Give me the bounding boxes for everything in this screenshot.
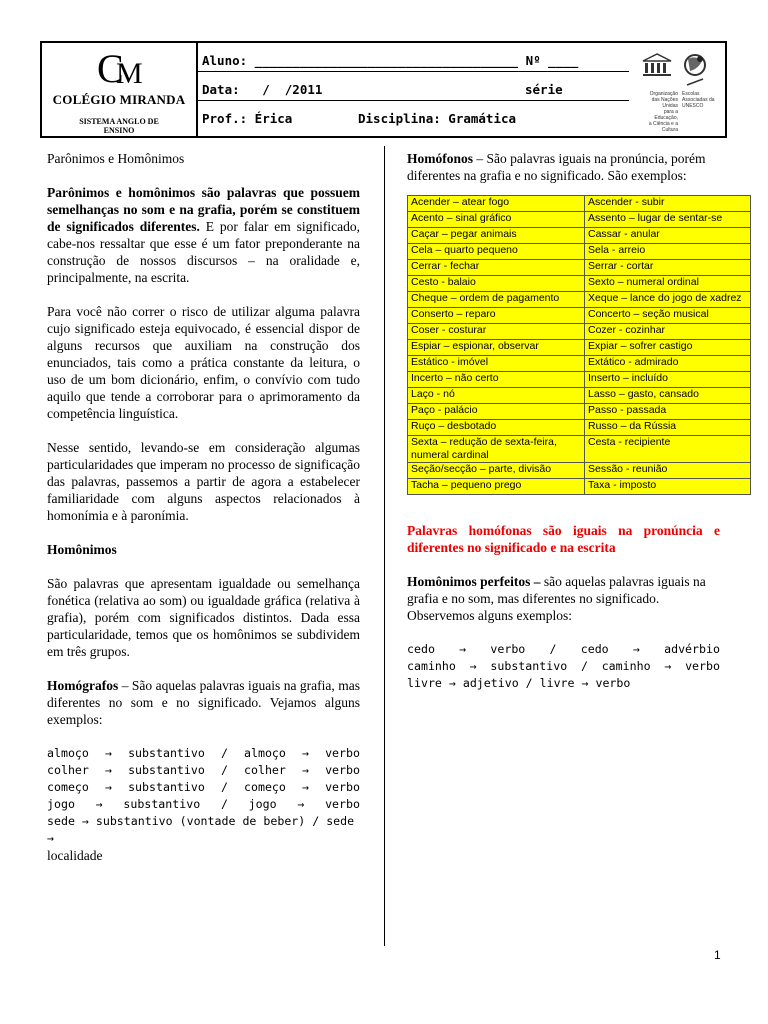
homofonas-note: Palavras homófonas são iguais na pronúncia e diferentes no significado e na escrita (407, 523, 720, 555)
homofonos-text: – São palavras iguais na pronúncia, porém diferentes na grafia e no significado. São exemplos: (407, 151, 706, 183)
example-separator: / (220, 746, 228, 760)
table-cell-word: Acender – atear fogo (408, 196, 585, 212)
table-row (408, 244, 751, 260)
arrow-icon: → (632, 642, 640, 656)
table-row (408, 212, 751, 228)
disciplina-field: Disciplina: Gramática (358, 111, 517, 126)
table-row (408, 340, 751, 356)
table-cell-word: Sexta – redução de sexta-feira, numeral cardinal (408, 436, 585, 463)
table-cell-word: Cheque – ordem de pagamento (408, 292, 585, 308)
example-class: verbo (325, 780, 360, 794)
example-class: substantivo (128, 763, 205, 777)
arrow-icon: → (664, 659, 672, 673)
student-info-cell (198, 43, 630, 136)
table-cell-word: Caçar – pegar animais (408, 228, 585, 244)
unesco-text-line: a Ciência e a Cultura (648, 121, 678, 133)
homografos-text: – São aquelas palavras iguais na grafia, mas diferentes no som e no significado. Vejamos alguns exemplos: (47, 678, 360, 727)
example-livre-line: livre → adjetivo / livre → verbo (407, 676, 631, 690)
table-cell-homophone: Assento – lugar de sentar-se (585, 212, 751, 228)
left-column (47, 150, 360, 864)
table-row (408, 260, 751, 276)
homonimos-heading (47, 541, 360, 558)
right-column (407, 150, 742, 692)
associated-schools-logo-icon (682, 51, 708, 91)
table-cell-homophone: Sessão - reunião (585, 463, 751, 479)
table-cell-homophone: Sela - arreio (585, 244, 751, 260)
school-logo (42, 46, 196, 91)
arrow-icon: → (469, 659, 477, 673)
unesco-text-line: das Nações Unidas (651, 97, 678, 109)
arrow-icon: → (302, 746, 309, 760)
example-class: substantivo (490, 659, 568, 673)
table-cell-word: Espiar – espionar, observar (408, 340, 585, 356)
table-cell-homophone: Lasso – gasto, cansado (585, 388, 751, 404)
paragraph-4: São palavras que apresentam igualdade ou semelhança fonética (relativa ao som) ou igualdade gráfica (relativa à grafia), porém com significados distintos. Dada essa particularidade, temos que os homônimos se subdividem em três grupos. (47, 576, 360, 659)
table-cell-word: Incerto – não certo (408, 372, 585, 388)
unesco-text-line: Organização (649, 91, 678, 97)
table-cell-homophone: Cozer - cozinhar (585, 324, 751, 340)
table-cell-homophone: Xeque – lance do jogo de xadrez (585, 292, 751, 308)
prof-row (198, 101, 629, 129)
example-row (407, 658, 720, 675)
table-cell-word: Tacha – pequeno prego (408, 479, 585, 495)
arrow-icon: → (302, 763, 309, 777)
table-cell-homophone: Cesta - recipiente (585, 436, 751, 463)
table-cell-homophone: Taxa - imposto (585, 479, 751, 495)
arrow-icon: → (297, 797, 305, 811)
homonimos-heading-text: Homônimos (47, 542, 117, 557)
table-cell-homophone: Ascender - subir (585, 196, 751, 212)
example-row (47, 762, 360, 779)
table-cell-homophone: Passo - passada (585, 404, 751, 420)
example-word: colher (244, 763, 286, 777)
table-cell-homophone: Extático - admirado (585, 356, 751, 372)
serie-field[interactable]: série (525, 82, 563, 97)
example-word: caminho (407, 659, 456, 673)
paragraph-2: Para você não correr o risco de utilizar alguma palavra cujo significado esteja equivocado, é essencial dispor de alguns recursos que auxiliam na construção dos enunciados, tais como a prática constante da leitura, o uso de um bom dicionário, enfim, o convívio com tudo aquilo que tende a corroborar para o aprimoramento da competência linguística. (47, 304, 360, 421)
homografos-paragraph (47, 677, 360, 728)
aluno-row (198, 43, 629, 72)
perfeitos-examples (407, 641, 720, 692)
example-class: substantivo (123, 797, 201, 811)
example-word: jogo (248, 797, 277, 811)
example-class: substantivo (128, 746, 205, 760)
unesco-text (640, 91, 678, 133)
page-title: Parônimos e Homônimos (47, 151, 185, 166)
schools-text (682, 91, 716, 109)
table-cell-homophone: Sexto – numeral ordinal (585, 276, 751, 292)
column-divider (384, 146, 385, 946)
table-cell-word: Paço - palácio (408, 404, 585, 420)
example-class: advérbio (664, 642, 720, 656)
example-class: verbo (490, 642, 526, 656)
table-cell-word: Estático - imóvel (408, 356, 585, 372)
page-number: 1 (714, 948, 721, 962)
unesco-logo-icon (642, 53, 672, 77)
system-name (42, 117, 196, 135)
table-row (408, 388, 751, 404)
table-row (408, 228, 751, 244)
system-line-1: SISTEMA ANGLO DE (79, 117, 159, 126)
table-cell-word: Ruço – desbotado (408, 420, 585, 436)
arrow-icon: → (302, 780, 309, 794)
table-row (408, 436, 751, 463)
perfeitos-heading: Homônimos perfeitos – (407, 574, 541, 589)
table-row (408, 308, 751, 324)
table-cell-homophone: Serrar - cortar (585, 260, 751, 276)
intro-rest: E por falar em significado, cabe-nos ressaltar que esse é um fator preponderante na construção de nossos discursos – na oralidade e, principalmente, na escrita. (47, 219, 360, 285)
example-separator: / (220, 780, 228, 794)
example-separator: / (220, 797, 228, 811)
example-word: colher (47, 763, 89, 777)
example-word: cedo (580, 642, 609, 656)
example-class: verbo (685, 659, 720, 673)
example-class: substantivo (128, 780, 205, 794)
table-cell-homophone: Concerto – seção musical (585, 308, 751, 324)
arrow-icon: → (459, 642, 467, 656)
example-row (47, 796, 360, 813)
table-row (408, 196, 751, 212)
table-cell-word: Conserto – reparo (408, 308, 585, 324)
table-cell-word: Cela – quarto pequeno (408, 244, 585, 260)
system-line-2: ENSINO (103, 126, 135, 135)
homofonos-paragraph (407, 150, 720, 184)
example-class: verbo (325, 746, 360, 760)
table-row (408, 404, 751, 420)
table-cell-word: Cerrar - fechar (408, 260, 585, 276)
prof-field: Prof.: Érica (202, 111, 293, 126)
example-separator: / (549, 642, 557, 656)
schools-text-line: Associadas da (682, 97, 715, 103)
perfeitos-paragraph (407, 573, 720, 624)
table-row (408, 276, 751, 292)
table-row (408, 356, 751, 372)
unesco-text-line: para a Educação, (654, 109, 678, 121)
arrow-icon: → (104, 746, 112, 760)
example-sede-line-2: localidade (47, 848, 103, 863)
example-row (407, 641, 720, 658)
table-cell-word: Seção/secção – parte, divisão (408, 463, 585, 479)
homofonos-table (407, 195, 751, 495)
data-field[interactable]: Data: / /2011 (202, 82, 323, 97)
table-cell-word: Cesto - balaio (408, 276, 585, 292)
homografos-examples (47, 745, 360, 864)
homofonos-heading: Homófonos (407, 151, 474, 166)
school-logo-cell (42, 43, 198, 136)
intro-paragraph (47, 184, 360, 286)
school-name: COLÉGIO MIRANDA (52, 92, 186, 107)
perfeitos-text: são aquelas palavras iguais na grafia e no som, mas diferentes no significado. Observemos alguns exemplos: (407, 574, 706, 623)
example-class: verbo (325, 763, 360, 777)
intro-bold: Parônimos e homônimos são palavras que possuem semelhanças no som e na grafia, porém se constituem de significados diferentes. (47, 185, 360, 234)
table-cell-homophone: Expiar – sofrer castigo (585, 340, 751, 356)
table-cell-homophone: Cassar - anular (585, 228, 751, 244)
table-cell-word: Acento – sinal gráfico (408, 212, 585, 228)
example-word: começo (47, 780, 89, 794)
logo-letter-m: M (116, 57, 143, 90)
arrow-icon: → (104, 763, 112, 777)
table-cell-homophone: Russo – da Rússia (585, 420, 751, 436)
table-row (408, 463, 751, 479)
example-word: cedo (407, 642, 435, 656)
arrow-icon: → (104, 780, 112, 794)
unesco-cell (632, 43, 726, 136)
table-row (408, 372, 751, 388)
example-word: começo (244, 780, 286, 794)
example-separator: / (220, 763, 228, 777)
schools-text-line: UNESCO (682, 103, 704, 109)
schools-text-line: Escolas (682, 91, 700, 97)
header-box (40, 41, 727, 138)
table-cell-word: Laço - nó (408, 388, 585, 404)
table-row (408, 292, 751, 308)
arrow-icon: → (95, 797, 103, 811)
homografos-heading: Homógrafos (47, 678, 119, 693)
example-row (47, 779, 360, 796)
example-word: jogo (47, 797, 75, 811)
example-word: almoço (244, 746, 286, 760)
example-sede-line-1: sede → substantivo (vontade de beber) / sede → (47, 814, 355, 845)
table-row (408, 479, 751, 495)
example-word: almoço (47, 746, 89, 760)
table-row (408, 324, 751, 340)
table-row (408, 420, 751, 436)
table-cell-homophone: Inserto – incluído (585, 372, 751, 388)
logo-letter-c: C (97, 46, 124, 91)
paragraph-3: Nesse sentido, levando-se em consideração algumas particularidades que imperam no processo de significação das palavras, passemos a partir de agora a estabelecer familiaridade com alguns aspectos relacionados à homonímia e à paronímia. (47, 440, 360, 523)
example-separator: / (580, 659, 588, 673)
example-word: caminho (601, 659, 651, 673)
example-row (47, 745, 360, 762)
aluno-field[interactable]: Aluno: ___________________________________ Nº ____ (202, 53, 579, 68)
table-cell-word: Coser - costurar (408, 324, 585, 340)
data-row (198, 72, 629, 101)
example-class: verbo (325, 797, 360, 811)
